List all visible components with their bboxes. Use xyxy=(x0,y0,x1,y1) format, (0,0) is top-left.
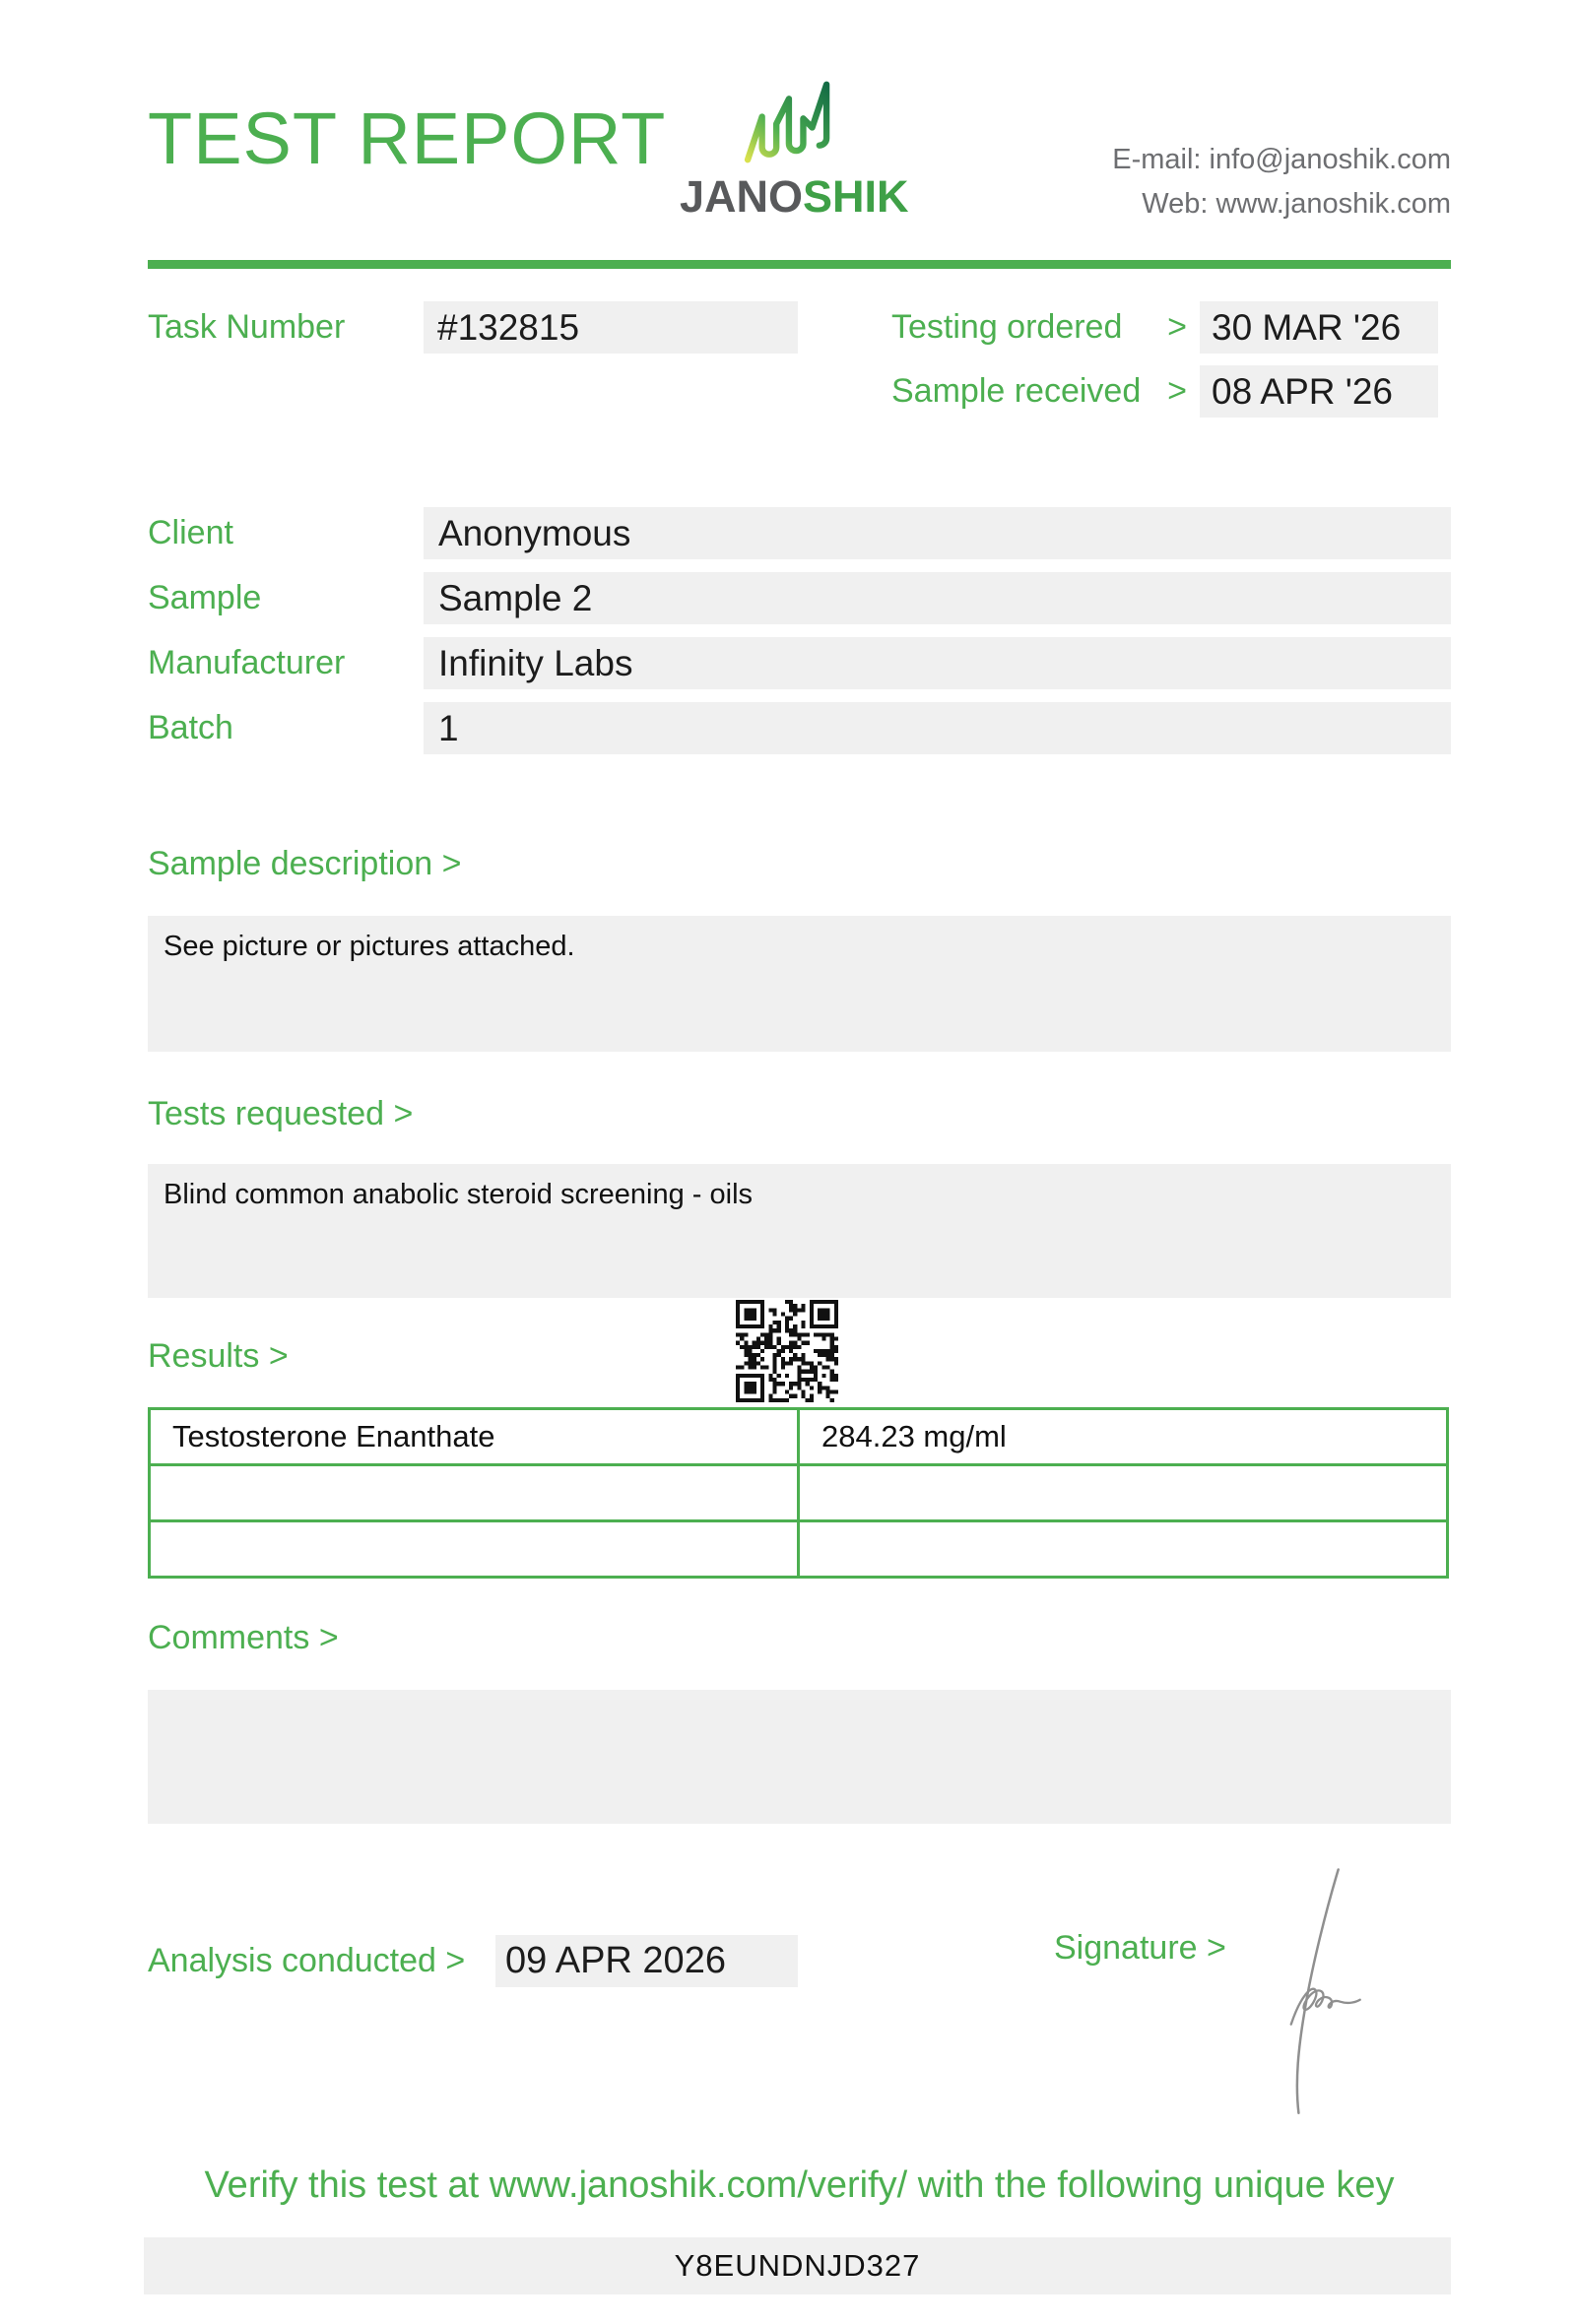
qr-code xyxy=(736,1300,838,1402)
table-row xyxy=(150,1409,1448,1465)
sample-description-heading: Sample description > xyxy=(148,845,462,882)
table-row xyxy=(150,1521,1448,1578)
result-value: 284.23 mg/ml xyxy=(799,1409,1448,1465)
task-number-label: Task Number xyxy=(148,308,346,346)
sample-received-value: 08 APR '26 xyxy=(1200,365,1438,418)
contact-email: E-mail: info@janoshik.com xyxy=(1112,144,1451,175)
unique-key: Y8EUNDNJD327 xyxy=(144,2237,1451,2294)
sample-value: Sample 2 xyxy=(424,572,1451,624)
table-row xyxy=(150,1465,1448,1521)
sample-description-box: See picture or pictures attached. xyxy=(148,916,1451,1052)
client-label: Client xyxy=(148,514,233,551)
client-value: Anonymous xyxy=(424,507,1451,559)
signature-label: Signature > xyxy=(1054,1929,1226,1967)
verify-instruction: Verify this test at www.janoshik.com/verify/ with the following unique key xyxy=(204,2164,1395,2206)
testing-ordered-label: Testing ordered xyxy=(891,308,1123,346)
info-row-batch xyxy=(148,702,1451,754)
result-substance xyxy=(150,1521,799,1578)
info-row-manufacturer xyxy=(148,637,1451,689)
chart-growth-icon xyxy=(739,77,837,167)
info-row-client xyxy=(148,507,1451,559)
comments-heading: Comments > xyxy=(148,1619,339,1656)
tests-requested-box: Blind common anabolic steroid screening - oils xyxy=(148,1164,1451,1298)
batch-value: 1 xyxy=(424,702,1451,754)
result-value xyxy=(799,1521,1448,1578)
janoshik-logo xyxy=(680,77,909,223)
arrow-glyph: > xyxy=(1167,372,1187,410)
logo-wordmark xyxy=(680,171,909,223)
manufacturer-value: Infinity Labs xyxy=(424,637,1451,689)
sample-received-row xyxy=(891,365,1438,418)
testing-ordered-row xyxy=(891,301,1438,354)
analysis-conducted-label: Analysis conducted > xyxy=(148,1942,466,1979)
sample-received-label: Sample received xyxy=(891,372,1142,410)
contact-info xyxy=(1112,138,1451,226)
header-divider xyxy=(148,260,1451,269)
task-number-value: #132815 xyxy=(424,301,798,354)
tests-requested-heading: Tests requested > xyxy=(148,1095,414,1132)
analysis-conducted-value: 09 APR 2026 xyxy=(495,1935,798,1987)
page-title: TEST REPORT xyxy=(148,97,667,179)
batch-label: Batch xyxy=(148,709,233,746)
info-row-sample xyxy=(148,572,1451,624)
comments-box xyxy=(148,1690,1451,1824)
result-substance xyxy=(150,1465,799,1521)
manufacturer-label: Manufacturer xyxy=(148,644,346,681)
logo-word-jano: JANO xyxy=(680,171,804,222)
result-value xyxy=(799,1465,1448,1521)
arrow-glyph: > xyxy=(1167,308,1187,346)
result-substance: Testosterone Enanthate xyxy=(150,1409,799,1465)
sample-info-block xyxy=(148,507,1451,767)
logo-word-shik: SHIK xyxy=(803,171,909,222)
sample-label: Sample xyxy=(148,579,262,616)
results-heading: Results > xyxy=(148,1337,289,1375)
testing-ordered-value: 30 MAR '26 xyxy=(1200,301,1438,354)
signature-scribble xyxy=(1263,1856,1376,2132)
contact-web: Web: www.janoshik.com xyxy=(1142,187,1451,220)
results-table xyxy=(148,1407,1449,1579)
